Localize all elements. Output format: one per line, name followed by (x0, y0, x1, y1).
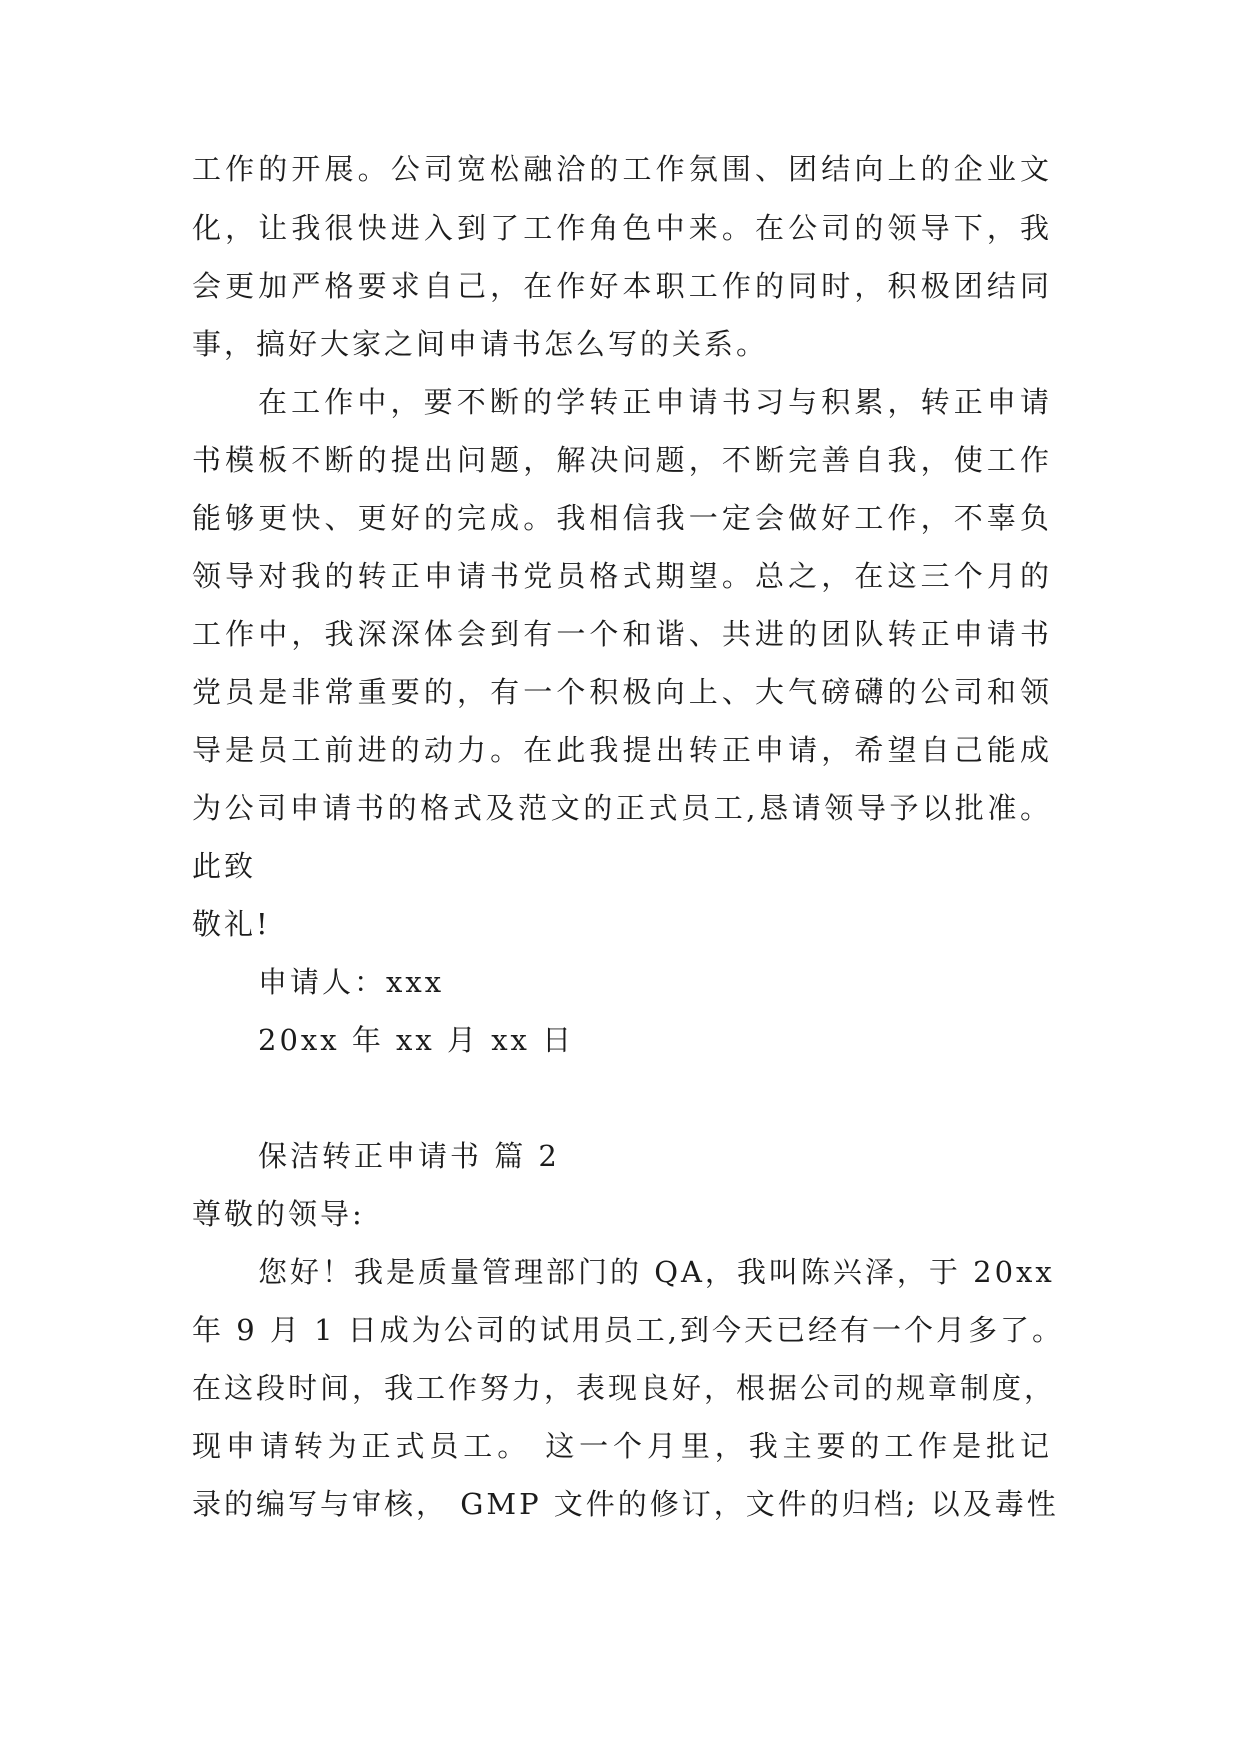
paragraph-line: 事，搞好大家之间申请书怎么写的关系。 (192, 327, 769, 361)
paragraph-line: 能够更快、更好的完成。我相信我一定会做好工作，不辜负 (192, 501, 1052, 535)
paragraph-line: 在这段时间，我工作努力，表现良好，根据公司的规章制度， (192, 1371, 1057, 1405)
application-date: 20xx 年 xx 月 xx 日 (258, 1023, 575, 1057)
paragraph-line: 领导对我的转正申请书党员格式期望。总之，在这三个月的 (192, 559, 1052, 593)
closing-zhizhi: 此致 (192, 849, 257, 883)
paragraph-line: 书模板不断的提出问题，解决问题，不断完善自我，使工作 (192, 443, 1052, 477)
paragraph-line: 会更加严格要求自己，在作好本职工作的同时，积极团结同 (192, 269, 1052, 303)
paragraph-line: 导是员工前进的动力。在此我提出转正申请，希望自己能成 (192, 733, 1052, 767)
closing-jingli: 敬礼! (192, 907, 271, 941)
paragraph-line: 在工作中，要不断的学转正申请书习与积累，转正申请 (258, 385, 1052, 419)
salutation: 尊敬的领导: (192, 1197, 365, 1231)
paragraph-line: 党员是非常重要的，有一个积极向上、大气磅礴的公司和领 (192, 675, 1052, 709)
paragraph-line: 化，让我很快进入到了工作角色中来。在公司的领导下，我 (192, 211, 1052, 245)
paragraph-line: 年 9 月 1 日成为公司的试用员工,到今天已经有一个月多了。 (192, 1313, 1064, 1347)
paragraph-line: 您好！我是质量管理部门的 QA，我叫陈兴泽，于 20xx (258, 1255, 1055, 1289)
paragraph-line: 为公司申请书的格式及范文的正式员工,恳请领导予以批准。 (192, 791, 1052, 825)
applicant-name: 申请人：xxx (258, 965, 445, 999)
paragraph-line: 工作的开展。公司宽松融洽的工作氛围、团结向上的企业文 (192, 152, 1052, 186)
paragraph-line: 工作中，我深深体会到有一个和谐、共进的团队转正申请书 (192, 617, 1052, 651)
paragraph-line: 录的编写与审核， GMP 文件的修订，文件的归档; 以及毒性 (192, 1487, 1059, 1521)
paragraph-line: 现申请转为正式员工。 这一个月里，我主要的工作是批记 (192, 1429, 1052, 1463)
section-heading: 保洁转正申请书 篇 2 (258, 1139, 560, 1173)
